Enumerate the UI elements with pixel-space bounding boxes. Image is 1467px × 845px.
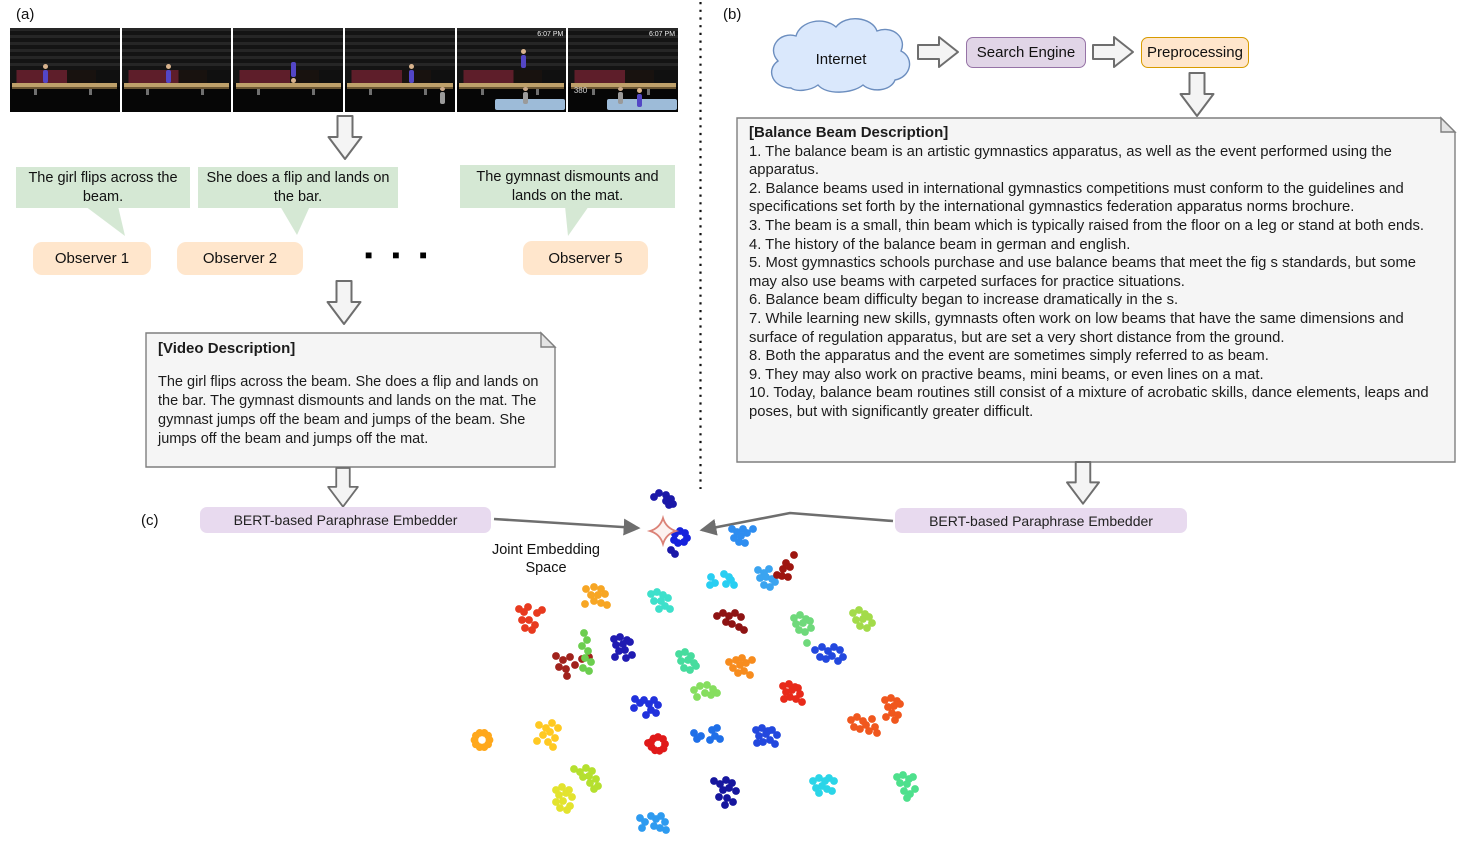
panel-a-label: (a)	[16, 6, 35, 23]
speech-bubble-2	[198, 167, 398, 208]
search-engine-label: Search Engine	[976, 44, 1076, 61]
flow-arrow-internet-right	[918, 37, 958, 67]
bleachers	[122, 28, 232, 70]
bert-embedder-right-label: BERT-based Paraphrase Embedder	[929, 512, 1153, 529]
video-frame	[345, 28, 455, 112]
observer-5-box	[523, 241, 648, 275]
video-frame	[568, 28, 678, 112]
banner	[233, 70, 343, 83]
bert-embedder-left-label: BERT-based Paraphrase Embedder	[233, 512, 458, 528]
speech-bubble-1	[16, 167, 190, 208]
speech-bubble-3	[460, 165, 675, 208]
observer-2-label: Observer 2	[202, 250, 278, 267]
search-engine-box	[966, 37, 1086, 68]
preprocessing-label: Preprocessing	[1147, 44, 1243, 61]
beam-doc-item: 8. Both the apparatus and the event are sometimes simply referred to as beam.	[749, 348, 1269, 365]
video-frame	[457, 28, 567, 112]
beam-doc-text	[749, 124, 1445, 422]
speech-bubble-2-text: She does a flip and lands on the bar.	[206, 169, 390, 205]
bubble-tail-1	[85, 206, 125, 236]
beam-doc-items	[749, 143, 1445, 422]
balance-beam	[124, 83, 229, 89]
banner	[457, 70, 567, 83]
banner	[345, 70, 455, 83]
banner	[568, 70, 678, 83]
frame-timestamp: 6:07 PM	[648, 31, 676, 38]
video-frame	[233, 28, 343, 112]
gymnast	[166, 64, 172, 83]
video-doc-body: The girl flips across the beam. She does a flip and lands on the bar. The gymnast dismounts and lands on the mat. The gymnast jumps off the beam and jumps of the beam. She jumps off the beam and jumps off the mat.	[158, 374, 539, 447]
observer-1-box	[33, 242, 151, 275]
coach	[439, 87, 445, 104]
arena-floor	[345, 87, 455, 112]
preprocessing-box	[1141, 37, 1249, 68]
frame-score: 380	[573, 86, 588, 96]
landing-mat	[495, 99, 565, 110]
video-frame	[122, 28, 232, 112]
gymnast	[520, 49, 526, 68]
observer-5-label: Observer 5	[548, 249, 623, 267]
ellipsis-dots: ■■■	[365, 248, 447, 262]
speech-bubble-3-text: The gymnast dismounts and lands on the mat.	[476, 168, 659, 204]
flow-arrow-preprocessing-down	[1181, 73, 1214, 116]
observer-2-box	[177, 242, 303, 275]
beam-doc-item: 1. The balance beam is an artistic gymnastics apparatus, as well as the event performed using the apparatus.	[749, 143, 1392, 179]
bleachers	[10, 28, 120, 70]
frame-timestamp: 6:07 PM	[537, 31, 564, 38]
arena-floor	[10, 87, 120, 112]
beam-doc-item: 4. The history of the balance beam in german and english.	[749, 236, 1131, 253]
joint-embedding-space-label: Joint Embedding Space	[491, 542, 600, 576]
balance-beam	[459, 83, 564, 89]
beam-doc-item: 2. Balance beams used in international gymnastics competitions must conform to the guidelines and specifications set forth by the international gymnastics federation apparatus norms brochure.	[749, 180, 1404, 216]
beam-doc-item: 6. Balance beam difficulty began to increase dramatically in the s.	[749, 292, 1179, 309]
bleachers	[345, 28, 455, 70]
bert-embedder-right	[895, 508, 1187, 533]
flow-arrow-filmstrip-down	[329, 116, 362, 159]
speech-bubble-1-text: The girl flips across the beam.	[28, 169, 178, 205]
beam-doc-item: 10. Today, balance beam routines still consist of a mixture of acrobatic skills, dance elements, leaps and poses, but with significantly greater difficult.	[749, 385, 1429, 420]
bleachers	[233, 28, 343, 70]
observer-1-label: Observer 1	[54, 250, 130, 267]
beam-doc-title: [Balance Beam Description]	[749, 124, 949, 141]
panel-b-label: (b)	[723, 6, 742, 23]
banner	[10, 70, 120, 83]
gymnast	[290, 62, 296, 83]
bubble-tail-3	[565, 206, 589, 236]
beam-doc-item: 7. While learning new skills, gymnasts often work on low beams that have the same dimensions and surface of regulation apparatus, but are set a very short distance from the ground.	[749, 310, 1404, 346]
beam-doc-item: 5. Most gymnastics schools purchase and use balance beams that meet the fig s standards, but some may also use beams with carpeted surfaces for practice situations.	[749, 255, 1417, 290]
video-doc-title: [Video Description]	[158, 340, 296, 357]
video-frame	[10, 28, 120, 112]
panel-c-label: (c)	[141, 512, 159, 529]
beam-doc-item: 9. They may also work on practive beams, mini beams, or even lines on a mat.	[749, 366, 1264, 383]
flow-arrow-search-right	[1093, 37, 1133, 67]
coach	[618, 87, 624, 104]
balance-beam	[12, 83, 117, 89]
embedding-arrow-left	[494, 519, 638, 528]
balance-beam	[347, 83, 452, 89]
gymnast	[409, 64, 415, 83]
filmstrip	[10, 28, 678, 112]
balance-beam	[236, 83, 341, 89]
internet-label: Internet	[815, 51, 867, 68]
gymnast	[43, 64, 49, 83]
bert-embedder-left	[200, 507, 491, 533]
flow-arrow-observers-down	[328, 281, 361, 324]
flow-arrow-beamdoc-down	[1067, 462, 1099, 504]
gymnast	[636, 88, 642, 107]
bubble-tail-2	[280, 206, 310, 235]
coach	[522, 87, 528, 104]
flow-arrow-videodoc-down	[328, 468, 358, 507]
banner	[122, 70, 232, 83]
beam-doc-item: 3. The beam is a small, thin beam which is typically raised from the floor on a leg or stand at both ends.	[749, 217, 1424, 234]
arena-floor	[122, 87, 232, 112]
arena-floor	[233, 87, 343, 112]
